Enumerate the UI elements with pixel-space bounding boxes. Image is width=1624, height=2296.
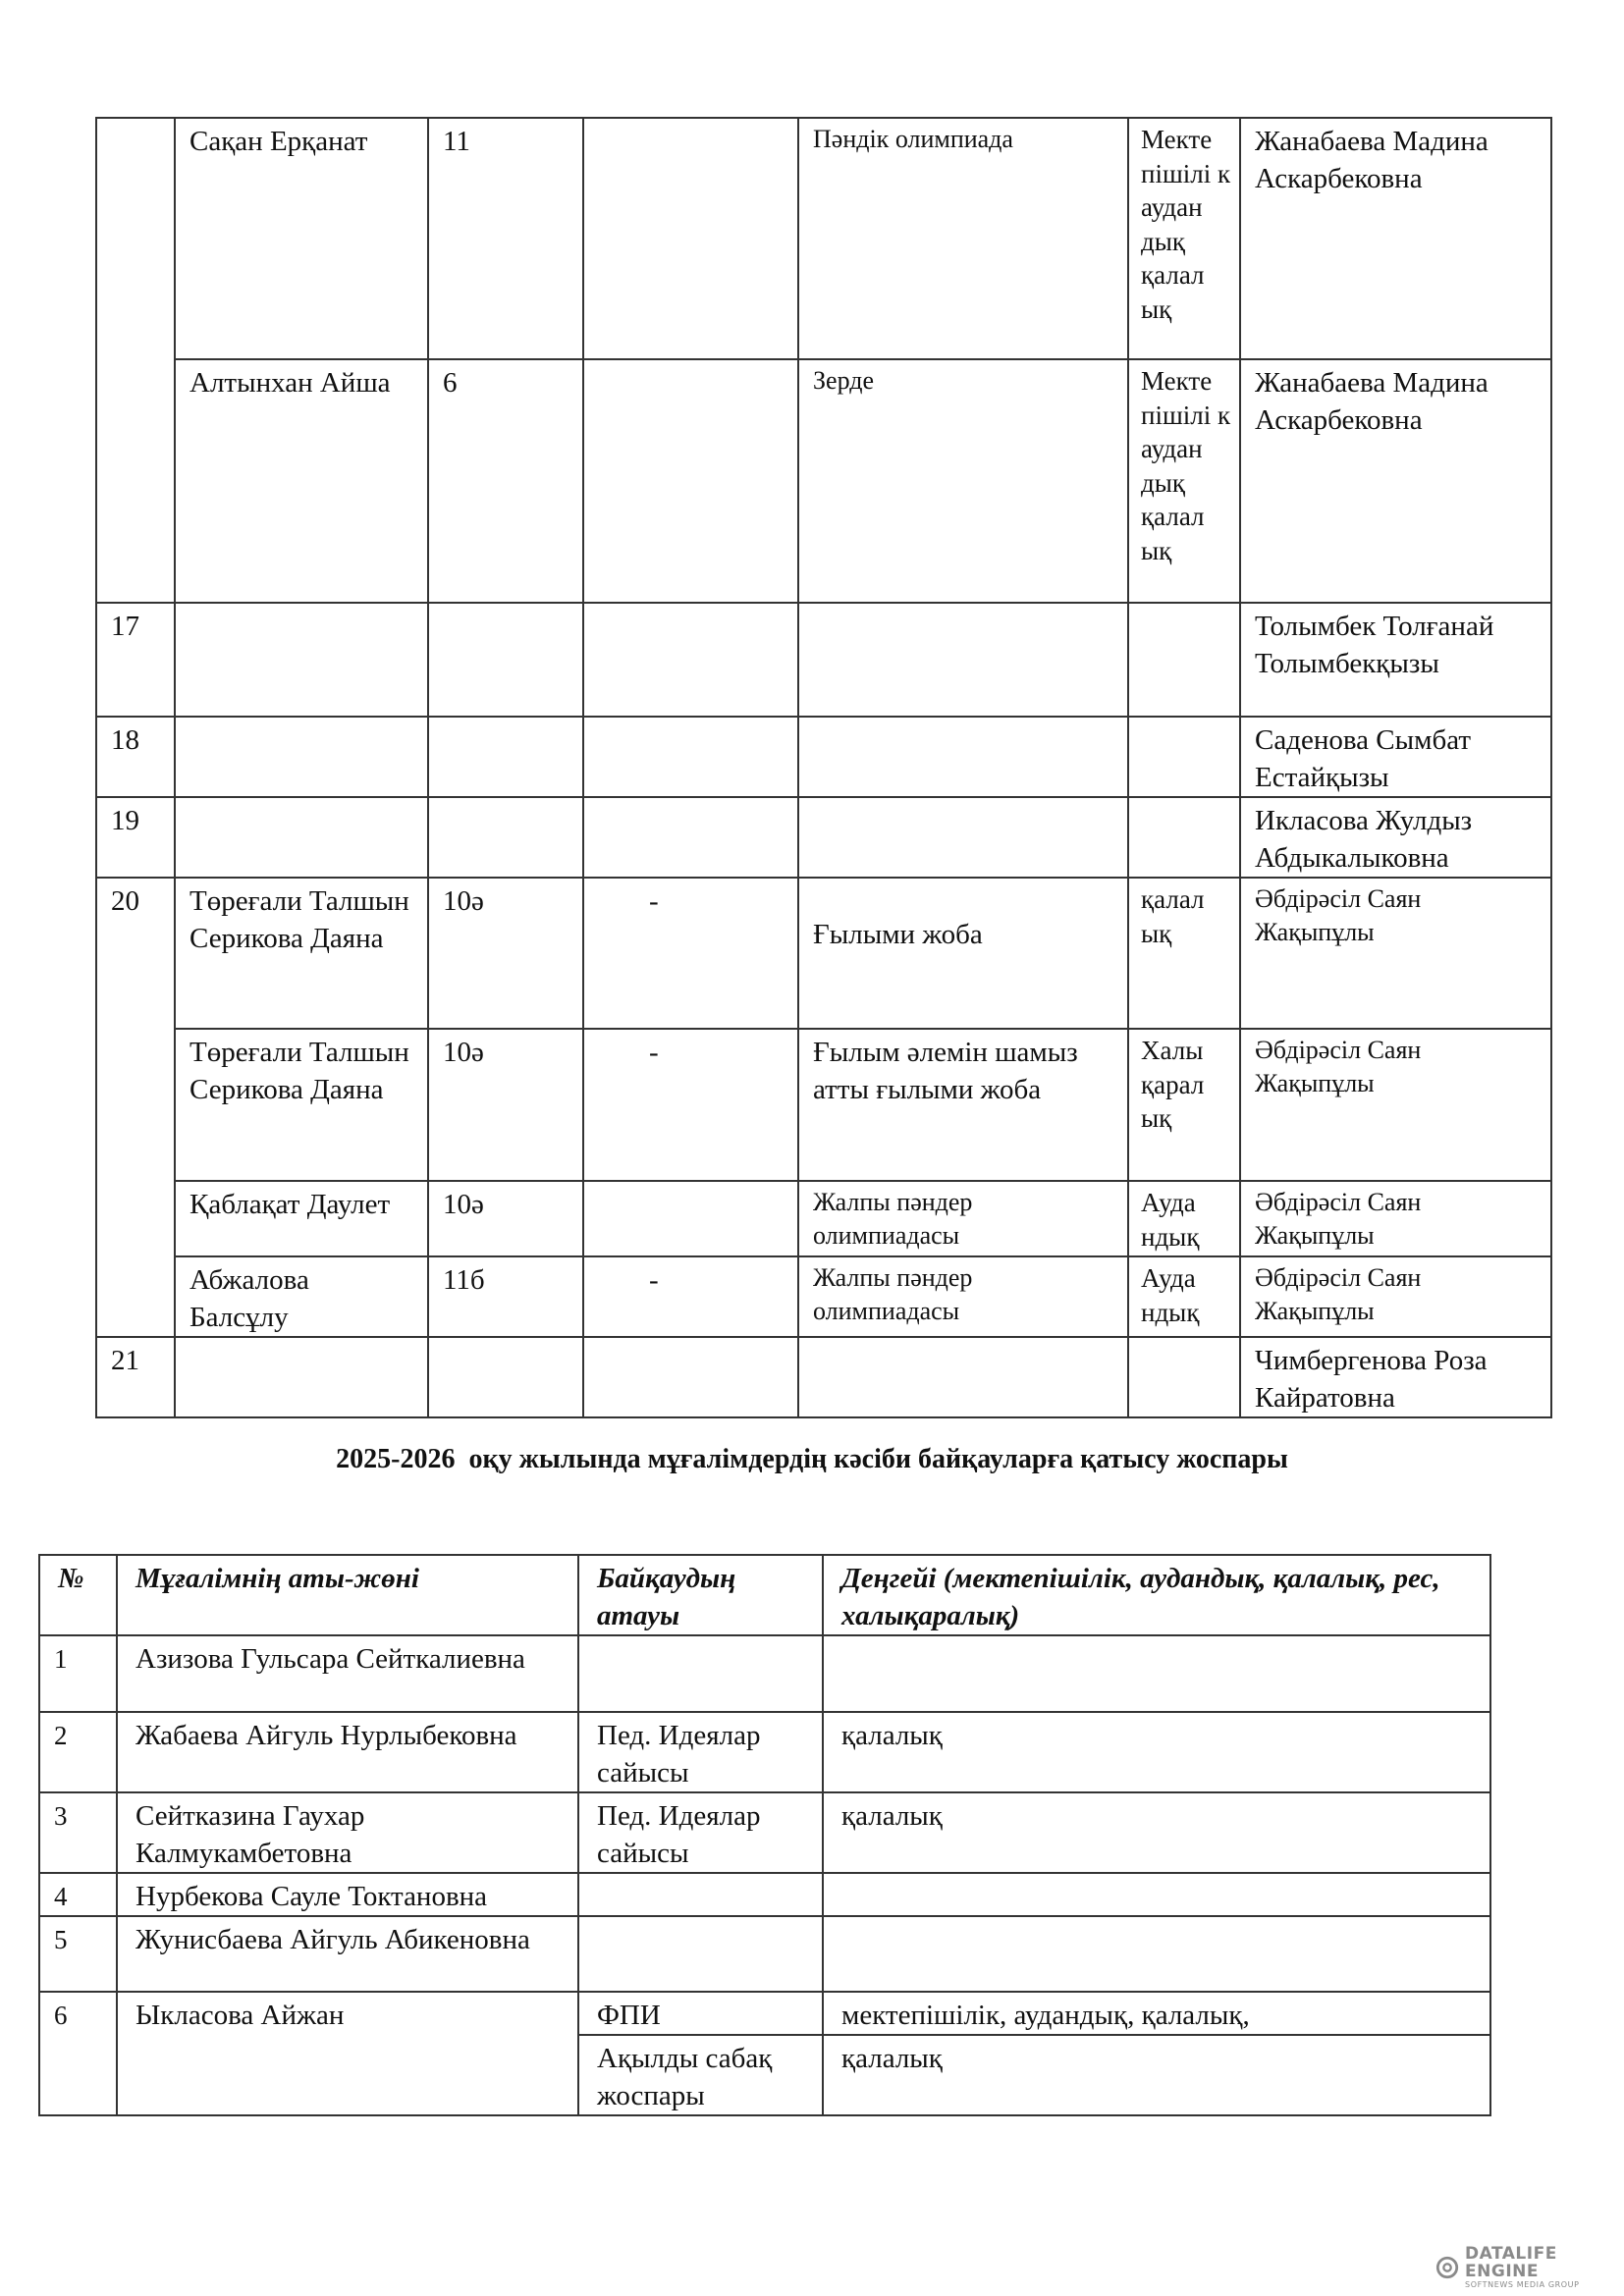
table-row xyxy=(96,878,1551,1029)
datalife-logo-icon xyxy=(1435,2255,1459,2280)
grade: 10ә xyxy=(428,1029,583,1181)
student-name xyxy=(175,603,428,717)
contest-name: ФПИ xyxy=(578,1992,823,2035)
contest-level: мектепішілік, аудандық, қалалық, xyxy=(823,1992,1490,2035)
student-name xyxy=(175,717,428,797)
extra xyxy=(583,1181,798,1256)
extra xyxy=(583,118,798,359)
teacher-name: Азизова Гульсара Сейткалиевна xyxy=(117,1635,578,1712)
grade: 6 xyxy=(428,359,583,603)
student-name: Төреғали Талшын Серикова Даяна xyxy=(175,1029,428,1181)
table-row xyxy=(96,603,1551,717)
extra xyxy=(583,1337,798,1417)
student-name xyxy=(175,1337,428,1417)
level: Мекте пішілі к аудан дық қалал ық xyxy=(1128,118,1240,359)
event-name: Ғылым әлемін шамыз атты ғылыми жоба xyxy=(798,1029,1128,1181)
table-row xyxy=(96,1181,1551,1256)
extra xyxy=(583,717,798,797)
watermark-title: DATALIFE ENGINE xyxy=(1465,2244,1557,2281)
header-teacher: Мұғалімнің аты-жөні xyxy=(117,1555,578,1635)
teacher-name: Нурбекова Сауле Токтановна xyxy=(117,1873,578,1916)
row-number: 20 xyxy=(96,878,175,1337)
teacher-name: Сейтказина Гаухар Калмукамбетовна xyxy=(117,1792,578,1873)
contest-name xyxy=(578,1916,823,1992)
teacher-name: Чимбергенова Роза Кайратовна xyxy=(1240,1337,1551,1417)
extra xyxy=(583,359,798,603)
row-number: 4 xyxy=(39,1873,117,1916)
table-row xyxy=(39,1792,1490,1873)
level: Ауда ндық xyxy=(1128,1181,1240,1256)
student-name: Алтынхан Айша xyxy=(175,359,428,603)
extra: - xyxy=(583,878,798,1029)
teacher-name: Жунисбаева Айгуль Абикеновна xyxy=(117,1916,578,1992)
table-row xyxy=(96,1337,1551,1417)
teacher-name: Саденова Сымбат Естайқызы xyxy=(1240,717,1551,797)
row-number: 6 xyxy=(39,1992,117,2115)
contest-name: Пед. Идеялар сайысы xyxy=(578,1792,823,1873)
teacher-contests-table xyxy=(38,1554,1491,2116)
table-row xyxy=(96,797,1551,878)
event-name xyxy=(798,1337,1128,1417)
header-contest: Байқаудың атауы xyxy=(578,1555,823,1635)
contest-level xyxy=(823,1873,1490,1916)
table-row xyxy=(39,1635,1490,1712)
level xyxy=(1128,717,1240,797)
contest-level xyxy=(823,1916,1490,1992)
student-name xyxy=(175,797,428,878)
extra xyxy=(583,603,798,717)
event-name: Пәндік олимпиада xyxy=(798,118,1128,359)
teacher-name: Жанабаева Мадина Аскарбековна xyxy=(1240,118,1551,359)
grade: 11б xyxy=(428,1256,583,1337)
student-name: Қаблақат Даулет xyxy=(175,1181,428,1256)
row-number: 17 xyxy=(96,603,175,717)
header-level: Деңгейі (мектепішілік, аудандық, қалалық, рес, халықаралық) xyxy=(823,1555,1490,1635)
teacher-name: Әбдірәсіл Саян Жақыпұлы xyxy=(1240,1256,1551,1337)
level xyxy=(1128,603,1240,717)
row-number: 2 xyxy=(39,1712,117,1792)
table-row xyxy=(96,1029,1551,1181)
grade xyxy=(428,717,583,797)
event-name: Зерде xyxy=(798,359,1128,603)
teacher-name: Жанабаева Мадина Аскарбековна xyxy=(1240,359,1551,603)
teacher-name: Жабаева Айгуль Нурлыбековна xyxy=(117,1712,578,1792)
row-number: 18 xyxy=(96,717,175,797)
table-row xyxy=(96,1256,1551,1337)
row-number: 3 xyxy=(39,1792,117,1873)
teacher-name: Толымбек Толғанай Толымбекқызы xyxy=(1240,603,1551,717)
grade: 11 xyxy=(428,118,583,359)
table-row xyxy=(96,118,1551,359)
teacher-name: Икласова Жулдыз Абдыкалыковна xyxy=(1240,797,1551,878)
teacher-name: Әбдірәсіл Саян Жақыпұлы xyxy=(1240,1029,1551,1181)
teacher-name: Әбдірәсіл Саян Жақыпұлы xyxy=(1240,878,1551,1029)
contest-name: Пед. Идеялар сайысы xyxy=(578,1712,823,1792)
participants-table xyxy=(95,117,1552,1418)
grade xyxy=(428,603,583,717)
level: қалал ық xyxy=(1128,878,1240,1029)
level: Халы қарал ық xyxy=(1128,1029,1240,1181)
level: Мекте пішілі к аудан дық қалал ық xyxy=(1128,359,1240,603)
row-number: 21 xyxy=(96,1337,175,1417)
contest-name xyxy=(578,1873,823,1916)
student-name: Төреғали Талшын Серикова Даяна xyxy=(175,878,428,1029)
row-number: 1 xyxy=(39,1635,117,1712)
teacher-name: Ыкласова Айжан xyxy=(117,1992,578,2115)
extra xyxy=(583,797,798,878)
grade xyxy=(428,1337,583,1417)
contest-level xyxy=(823,1635,1490,1712)
table-header-row xyxy=(39,1555,1490,1635)
contest-name: Ақылды сабақ жоспары xyxy=(578,2035,823,2115)
contest-level: қалалық xyxy=(823,1712,1490,1792)
table-row xyxy=(39,1916,1490,1992)
student-name: Сақан Ерқанат xyxy=(175,118,428,359)
row-number: 19 xyxy=(96,797,175,878)
event-name xyxy=(798,797,1128,878)
extra: - xyxy=(583,1029,798,1181)
contest-level: қалалық xyxy=(823,2035,1490,2115)
grade: 10ә xyxy=(428,1181,583,1256)
student-name: Абжалова Балсұлу xyxy=(175,1256,428,1337)
event-name xyxy=(798,603,1128,717)
level: Ауда ндық xyxy=(1128,1256,1240,1337)
contest-name xyxy=(578,1635,823,1712)
level xyxy=(1128,1337,1240,1417)
watermark-subtitle: SOFTNEWS MEDIA GROUP xyxy=(1465,2280,1580,2289)
table-row xyxy=(39,1712,1490,1792)
event-name: Ғылыми жоба xyxy=(798,878,1128,1029)
table-row xyxy=(39,1992,1490,2035)
contest-level: қалалық xyxy=(823,1792,1490,1873)
table-row xyxy=(39,1873,1490,1916)
row-number: 5 xyxy=(39,1916,117,1992)
section-title: 2025-2026 оқу жылында мұғалімдердің кәсіби байқауларға қатысу жоспары xyxy=(336,1444,1288,1474)
table-row xyxy=(96,717,1551,797)
event-name xyxy=(798,717,1128,797)
grade xyxy=(428,797,583,878)
level xyxy=(1128,797,1240,878)
extra: - xyxy=(583,1256,798,1337)
watermark xyxy=(1435,2245,1624,2290)
event-name: Жалпы пәндер олимпиадасы xyxy=(798,1181,1128,1256)
teacher-name: Әбдірәсіл Саян Жақыпұлы xyxy=(1240,1181,1551,1256)
table-row xyxy=(96,359,1551,603)
event-name: Жалпы пәндер олимпиадасы xyxy=(798,1256,1128,1337)
grade: 10ә xyxy=(428,878,583,1029)
row-number xyxy=(96,118,175,603)
header-number: № xyxy=(39,1555,117,1635)
